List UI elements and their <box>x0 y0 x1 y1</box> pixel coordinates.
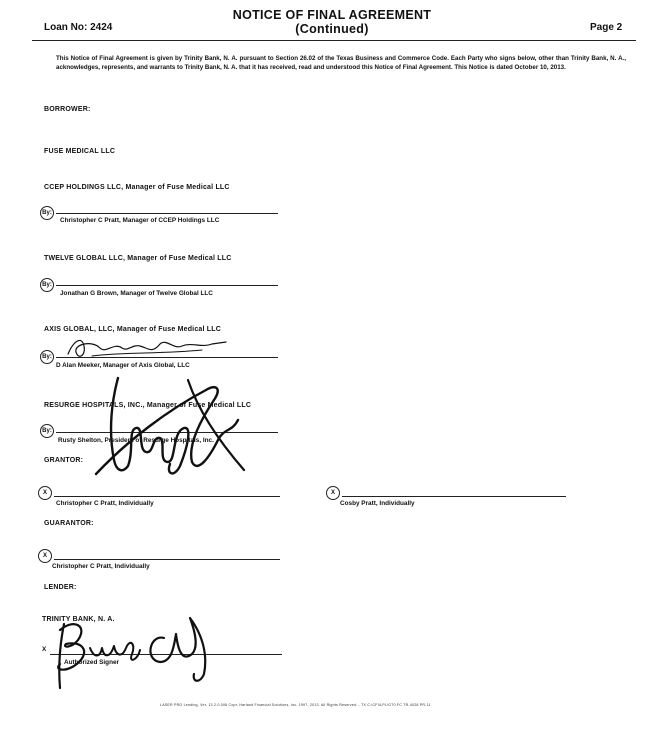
signer-4: Rusty Shelton, President of Resurge Hospitals, Inc. <box>58 437 214 444</box>
grantor-heading: GRANTOR: <box>44 457 84 464</box>
page-number: Page 2 <box>590 22 623 33</box>
subtitle-text: (Continued) <box>295 22 369 36</box>
by-mark-4: By: <box>40 424 54 438</box>
by-mark-2: By: <box>40 278 54 292</box>
guarantor-heading: GUARANTOR: <box>44 520 94 527</box>
entity-twelve-global: TWELVE GLOBAL LLC, Manager of Fuse Medical LLC <box>44 255 232 262</box>
signature-line-2 <box>56 285 278 286</box>
signature-line-1 <box>56 213 278 214</box>
by-mark-1: By: <box>40 206 54 220</box>
guarantor-mark: X <box>38 549 52 563</box>
signer-1: Christopher C Pratt, Manager of CCEP Holdings LLC <box>60 217 220 224</box>
grantor-mark-1: X <box>38 486 52 500</box>
intro-paragraph: This Notice of Final Agreement is given by Trinity Bank, N. A. pursuant to Section 26.02 of the Texas Business and Commerce Code. Each Party who signs below, other than Trinity Bank, N. A., acknowledges, represents, and warrants to Trinity Bank, N. A. that it has received, read and understood this Notice of Final Agreement. This Notice is dated October 10, 2013. <box>56 55 626 71</box>
entity-ccep: CCEP HOLDINGS LLC, Manager of Fuse Medical LLC <box>44 184 230 191</box>
grantor-line-1 <box>54 496 280 497</box>
guarantor-line <box>54 559 280 560</box>
grantor-line-2 <box>342 496 566 497</box>
signature-meeker <box>62 332 232 366</box>
entity-axis-global: AXIS GLOBAL, LLC, Manager of Fuse Medical LLC <box>44 326 222 333</box>
footer-text: LASER PRO Lending, Ver. 13.2.0.006 Copr. Harland Financial Solutions, Inc. 1997, 2013. All Rights Reserved. - TX C:\CFI\LPL\G70.FC TR-4028 PR-11 <box>160 703 431 707</box>
signature-lender <box>44 604 224 692</box>
lender-heading: LENDER: <box>44 584 77 591</box>
entity-resurge: RESURGE HOSPITALS, INC., Manager of Fuse Medical LLC <box>44 402 252 409</box>
borrower-company: FUSE MEDICAL LLC <box>44 148 116 155</box>
lender-bank: TRINITY BANK, N. A. <box>42 616 115 623</box>
lender-mark: X <box>42 646 47 653</box>
lender-signer: Authorized Signer <box>64 659 120 666</box>
borrower-heading: BORROWER: <box>44 106 91 113</box>
signer-2: Jonathan G Brown, Manager of Twelve Global LLC <box>60 290 213 297</box>
grantor-mark-2: X <box>326 486 340 500</box>
header-rule <box>32 40 636 41</box>
guarantor-signer: Christopher C Pratt, Individually <box>52 563 150 570</box>
grantor-signer-2: Cosby Pratt, Individually <box>340 500 415 507</box>
signer-3: D Alan Meeker, Manager of Axis Global, LLC <box>56 362 190 369</box>
title-text: NOTICE OF FINAL AGREEMENT <box>232 8 432 22</box>
grantor-signer-1: Christopher C Pratt, Individually <box>56 500 154 507</box>
signature-shelton <box>88 370 248 482</box>
by-mark-3: By: <box>40 350 54 364</box>
loan-number: Loan No: 2424 <box>44 22 113 33</box>
